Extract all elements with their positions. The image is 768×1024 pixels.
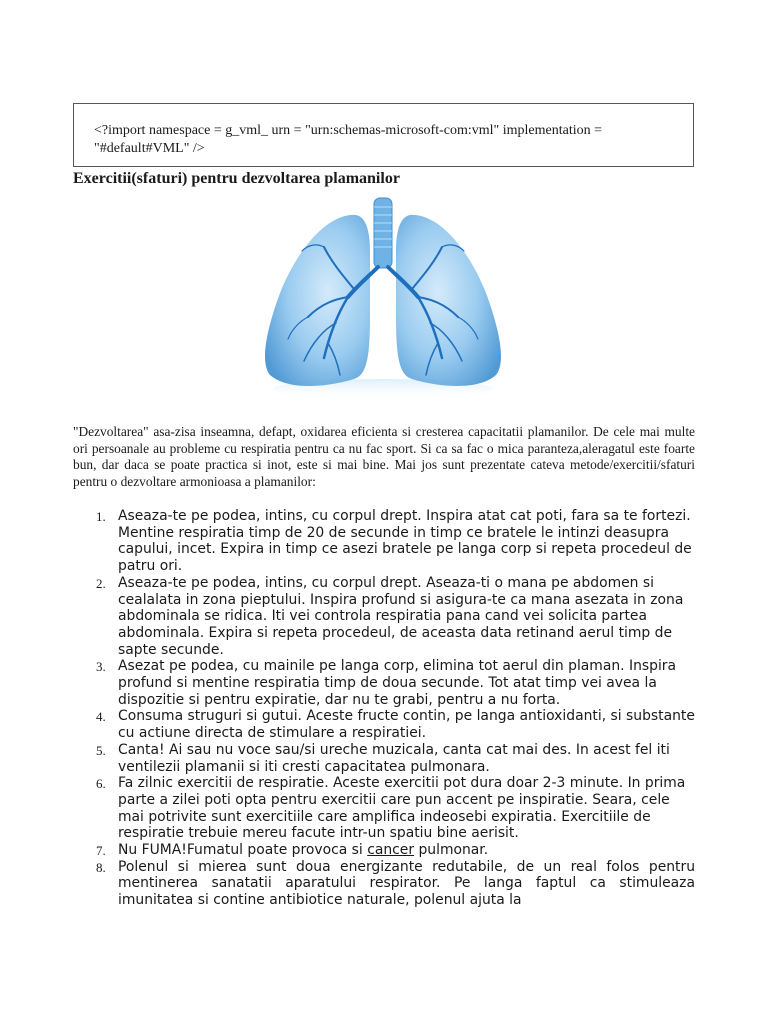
list-item <box>0 575 695 659</box>
lungs-illustration <box>258 193 508 403</box>
list-number: 2. <box>96 575 106 591</box>
list-number: 5. <box>96 742 106 758</box>
cancer-link[interactable]: cancer <box>367 842 415 859</box>
list-item-text: Fa zilnic exercitii de respiratie. Aceste exercitii pot dura doar 2-3 minute. In prima parte a zilei poti opta pentru exercitii care pun accent pe inspiratie. Seara, cele mai potrivite sunt exercitiile care amplifica indeosebi expiratia. Exercitiile de respiratie trebuie mereu facute intr-un spatiu bine aerisit. <box>118 775 686 842</box>
code-text: <?import namespace = g_vml_ urn = "urn:schemas-microsoft-com:vml" implementation = "#default#VML" /> <box>94 123 603 156</box>
list-item-text-start: Nu FUMA!Fumatul poate provoca si <box>118 842 368 859</box>
list-item <box>0 508 695 575</box>
list-item <box>0 859 695 909</box>
embedded-code-box <box>73 103 694 167</box>
list-item-text: Aseaza-te pe podea, intins, cu corpul drept. Inspira atat cat poti, fara sa te fortezi. Mentine respiratia timp de 20 de secunde in timp ce bratele le intinzi deasupra capului, incet. Expira in timp ce asezi bratele pe langa corp si repeta procedeul de patru ori. <box>118 508 692 575</box>
list-item <box>0 658 695 708</box>
exercise-list <box>0 508 695 909</box>
intro-paragraph: "Dezvoltarea" asa-zisa inseamna, defapt, oxidarea eficienta si cresterea capacitatii plamanilor. De cele mai multe ori persoanale au probleme cu respiratia pentru ca nu fac sport. Si ca sa fac o mica paranteza,aleragatul este foarte bun, dar daca se poate practica si inot, este si mai bine. Mai jos sunt prezentate cateva metode/exercitii/sfaturi pentru o dezvoltare armonioasa a plamanilor: <box>73 424 695 489</box>
list-number: 8. <box>96 859 106 875</box>
list-number: 7. <box>96 843 106 859</box>
list-number: 4. <box>96 709 106 725</box>
page-title: Exercitii(sfaturi) pentru dezvoltarea plamanilor <box>73 170 400 187</box>
list-number: 1. <box>96 509 106 524</box>
list-item-text <box>118 842 695 859</box>
list-item <box>0 842 695 859</box>
list-number: 6. <box>96 776 106 792</box>
list-item-text: Asezat pe podea, cu mainile pe langa corp, elimina tot aerul din plaman. Inspira profund si mentine respiratia timp de doua secunde. Tot atat timp vei avea la dispozitie si pentru expiratie, dar nu te grabi, pentru a nu forta. <box>118 658 677 708</box>
list-number: 3. <box>96 659 106 675</box>
list-item <box>0 708 695 741</box>
list-item <box>0 775 695 842</box>
list-item-text: Consuma struguri si gutui. Aceste fructe contin, pe langa antioxidanti, si substante cu actiune directa de stimulare a respiratiei. <box>118 708 695 742</box>
list-item-text-end: pulmonar. <box>414 842 489 859</box>
list-item-text: Canta! Ai sau nu voce sau/si ureche muzicala, canta cat mai des. In acest fel iti ventilezii plamanii si iti cresti capacitatea pulmonara. <box>118 741 670 775</box>
list-item <box>0 742 695 775</box>
list-item-text: Polenul si mierea sunt doua energizante redutabile, de un real folos pentru mentinerea sanatatii aparatului respirator. Pe langa faptul ca stimuleaza imunitatea si contine antibiotice naturale, polenul ajuta la <box>118 858 695 909</box>
list-item-text: Aseaza-te pe podea, intins, cu corpul drept. Aseaza-ti o mana pe abdomen si cealalata in zona pieptului. Inspira profund si asigura-te ca mana asezata in zona abdominala se ridica. Iti vei controla respiratia pana cand vei solicita partea abdominala. Expira si repeta procedeul, de aceasta data retinand aerul timp de sapte secunde. <box>118 574 684 658</box>
